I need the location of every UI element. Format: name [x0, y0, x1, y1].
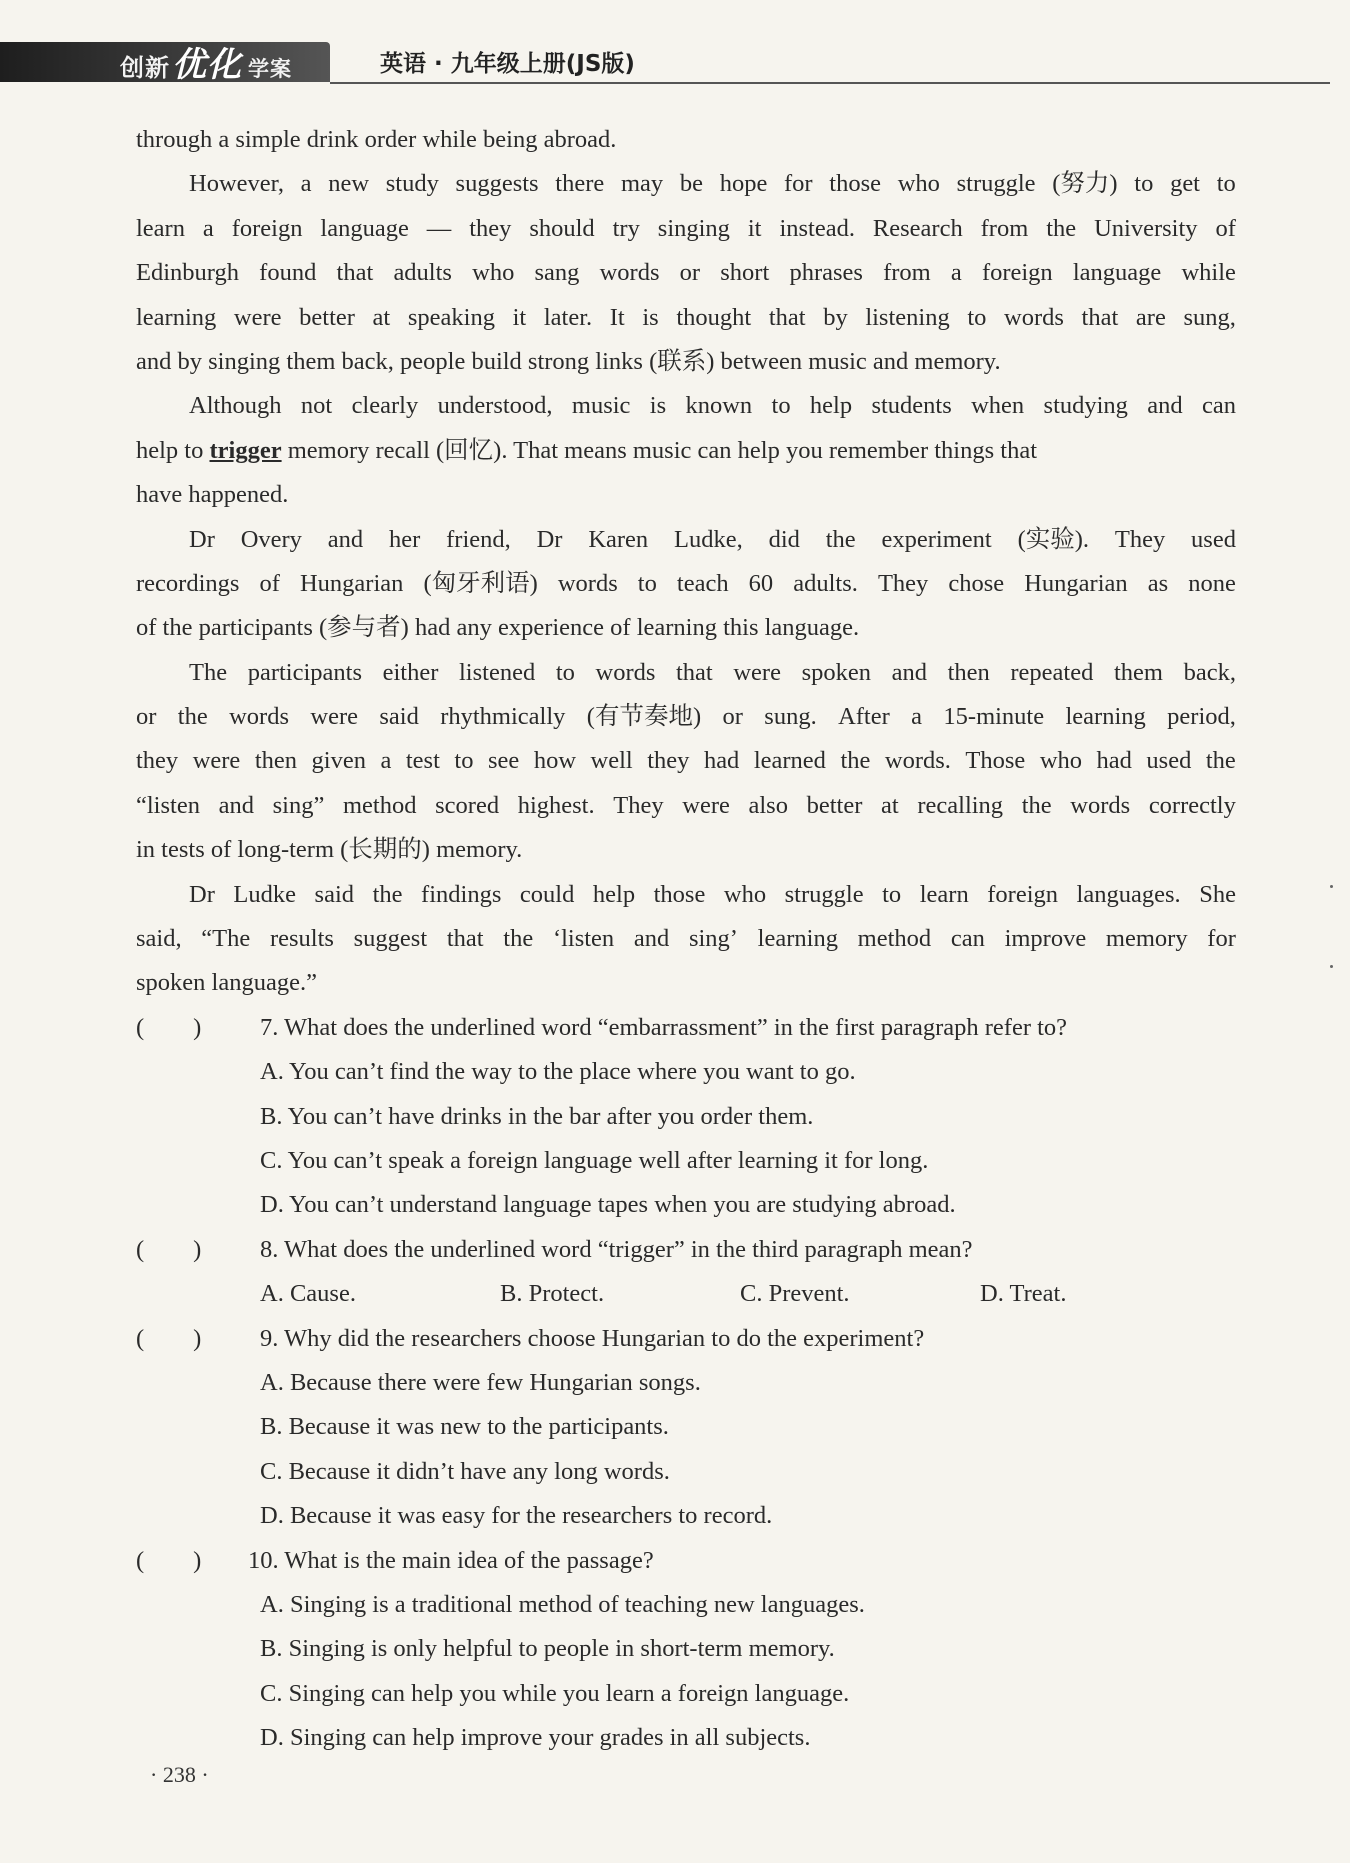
- logo-suffix: 学案: [248, 57, 292, 81]
- passage-line: through a simple drink order while being abroad.: [136, 126, 617, 153]
- passage-line: or the words were said rhythmically (有节奏地) or sung. After a 15-minute learning period,: [136, 703, 1236, 731]
- passage-line: Although not clearly understood, music is known to help students when studying and can: [189, 392, 1236, 420]
- question-8: [136, 1228, 1236, 1272]
- page-body: [136, 118, 1236, 1760]
- option: B. Singing is only helpful to people in short-term memory.: [260, 1635, 835, 1663]
- passage-line: “listen and sing” method scored highest. They were also better at recalling the words correctly: [136, 791, 1236, 819]
- logo-prefix: 创新: [120, 54, 170, 82]
- passage-line: Dr Overy and her friend, Dr Karen Ludke, did the experiment (实验). They used: [189, 525, 1236, 553]
- question-stem: 8. What does the underlined word “trigger” in the third paragraph mean?: [260, 1235, 973, 1263]
- question-9: [136, 1317, 1236, 1361]
- underlined-word-trigger: trigger: [209, 436, 282, 464]
- question-stem: 9. Why did the researchers choose Hungarian to do the experiment?: [260, 1324, 925, 1352]
- option: A. Singing is a traditional method of teaching new languages.: [260, 1590, 865, 1618]
- question-stem: 10. What is the main idea of the passage?: [248, 1546, 654, 1574]
- passage-line: spoken language.”: [136, 969, 317, 997]
- option: B. You can’t have drinks in the bar after you order them.: [260, 1102, 814, 1130]
- option: C. Singing can help you while you learn a foreign language.: [260, 1679, 850, 1707]
- option: D. Treat.: [980, 1280, 1067, 1308]
- option: A. You can’t find the way to the place where you want to go.: [260, 1058, 856, 1086]
- passage-line: and by singing them back, people build strong links (联系) between music and memory.: [136, 347, 1001, 375]
- passage-line: have happened.: [136, 481, 289, 509]
- option: A. Cause.: [260, 1280, 356, 1308]
- option: C. You can’t speak a foreign language well after learning it for long.: [260, 1146, 929, 1174]
- scan-speck: [1330, 965, 1333, 968]
- page-header: [0, 38, 1350, 86]
- question-7: [136, 1006, 1236, 1050]
- page-number: · 238 ·: [150, 1762, 209, 1787]
- answer-blank[interactable]: ( ): [136, 1546, 202, 1574]
- series-logo: [120, 45, 292, 85]
- passage-line-trigger: [136, 429, 1236, 473]
- scan-speck: [1330, 885, 1333, 888]
- option: B. Protect.: [500, 1280, 605, 1308]
- option: C. Prevent.: [740, 1280, 850, 1308]
- passage-line: However, a new study suggests there may be hope for those who struggle (努力) to get to: [189, 170, 1236, 198]
- passage-line: The participants either listened to words that were spoken and then repeated them back,: [189, 658, 1236, 686]
- passage-line: they were then given a test to see how well they had learned the words. Those who had used the: [136, 747, 1236, 775]
- passage-line: learning were better at speaking it later. It is thought that by listening to words that are sung,: [136, 303, 1236, 331]
- option: B. Because it was new to the participants.: [260, 1413, 669, 1441]
- logo-emphasis: 优化: [172, 45, 242, 85]
- option: C. Because it didn’t have any long words.: [260, 1457, 670, 1485]
- answer-blank[interactable]: ( ): [136, 1235, 202, 1263]
- question-10: [136, 1539, 1236, 1583]
- passage-line: learn a foreign language — they should try singing it instead. Research from the University of: [136, 214, 1236, 242]
- passage-line: recordings of Hungarian (匈牙利语) words to teach 60 adults. They chose Hungarian as none: [136, 569, 1236, 597]
- passage-line: in tests of long-term (长期的) memory.: [136, 836, 523, 864]
- passage-line: said, “The results suggest that the ‘listen and sing’ learning method can improve memory for: [136, 925, 1236, 953]
- trigger-line-post: memory recall (回忆). That means music can help you remember things that: [281, 436, 1038, 464]
- passage-line: of the participants (参与者) had any experience of learning this language.: [136, 614, 860, 642]
- option-row: [136, 1272, 1236, 1316]
- option: D. Because it was easy for the researchers to record.: [260, 1502, 773, 1530]
- trigger-line-pre: help to: [136, 436, 210, 464]
- option: D. You can’t understand language tapes when you are studying abroad.: [260, 1191, 956, 1219]
- passage-line: Dr Ludke said the findings could help those who struggle to learn foreign languages. She: [189, 880, 1236, 908]
- passage-line: Edinburgh found that adults who sang words or short phrases from a foreign language while: [136, 259, 1236, 287]
- question-stem: 7. What does the underlined word “embarrassment” in the first paragraph refer to?: [260, 1013, 1068, 1041]
- option: D. Singing can help improve your grades in all subjects.: [260, 1724, 811, 1752]
- header-rule: [330, 82, 1330, 84]
- answer-blank[interactable]: ( ): [136, 1324, 202, 1352]
- book-title: 英语 · 九年级上册(JS版): [380, 51, 635, 77]
- answer-blank[interactable]: ( ): [136, 1013, 202, 1041]
- option: A. Because there were few Hungarian songs.: [260, 1368, 701, 1396]
